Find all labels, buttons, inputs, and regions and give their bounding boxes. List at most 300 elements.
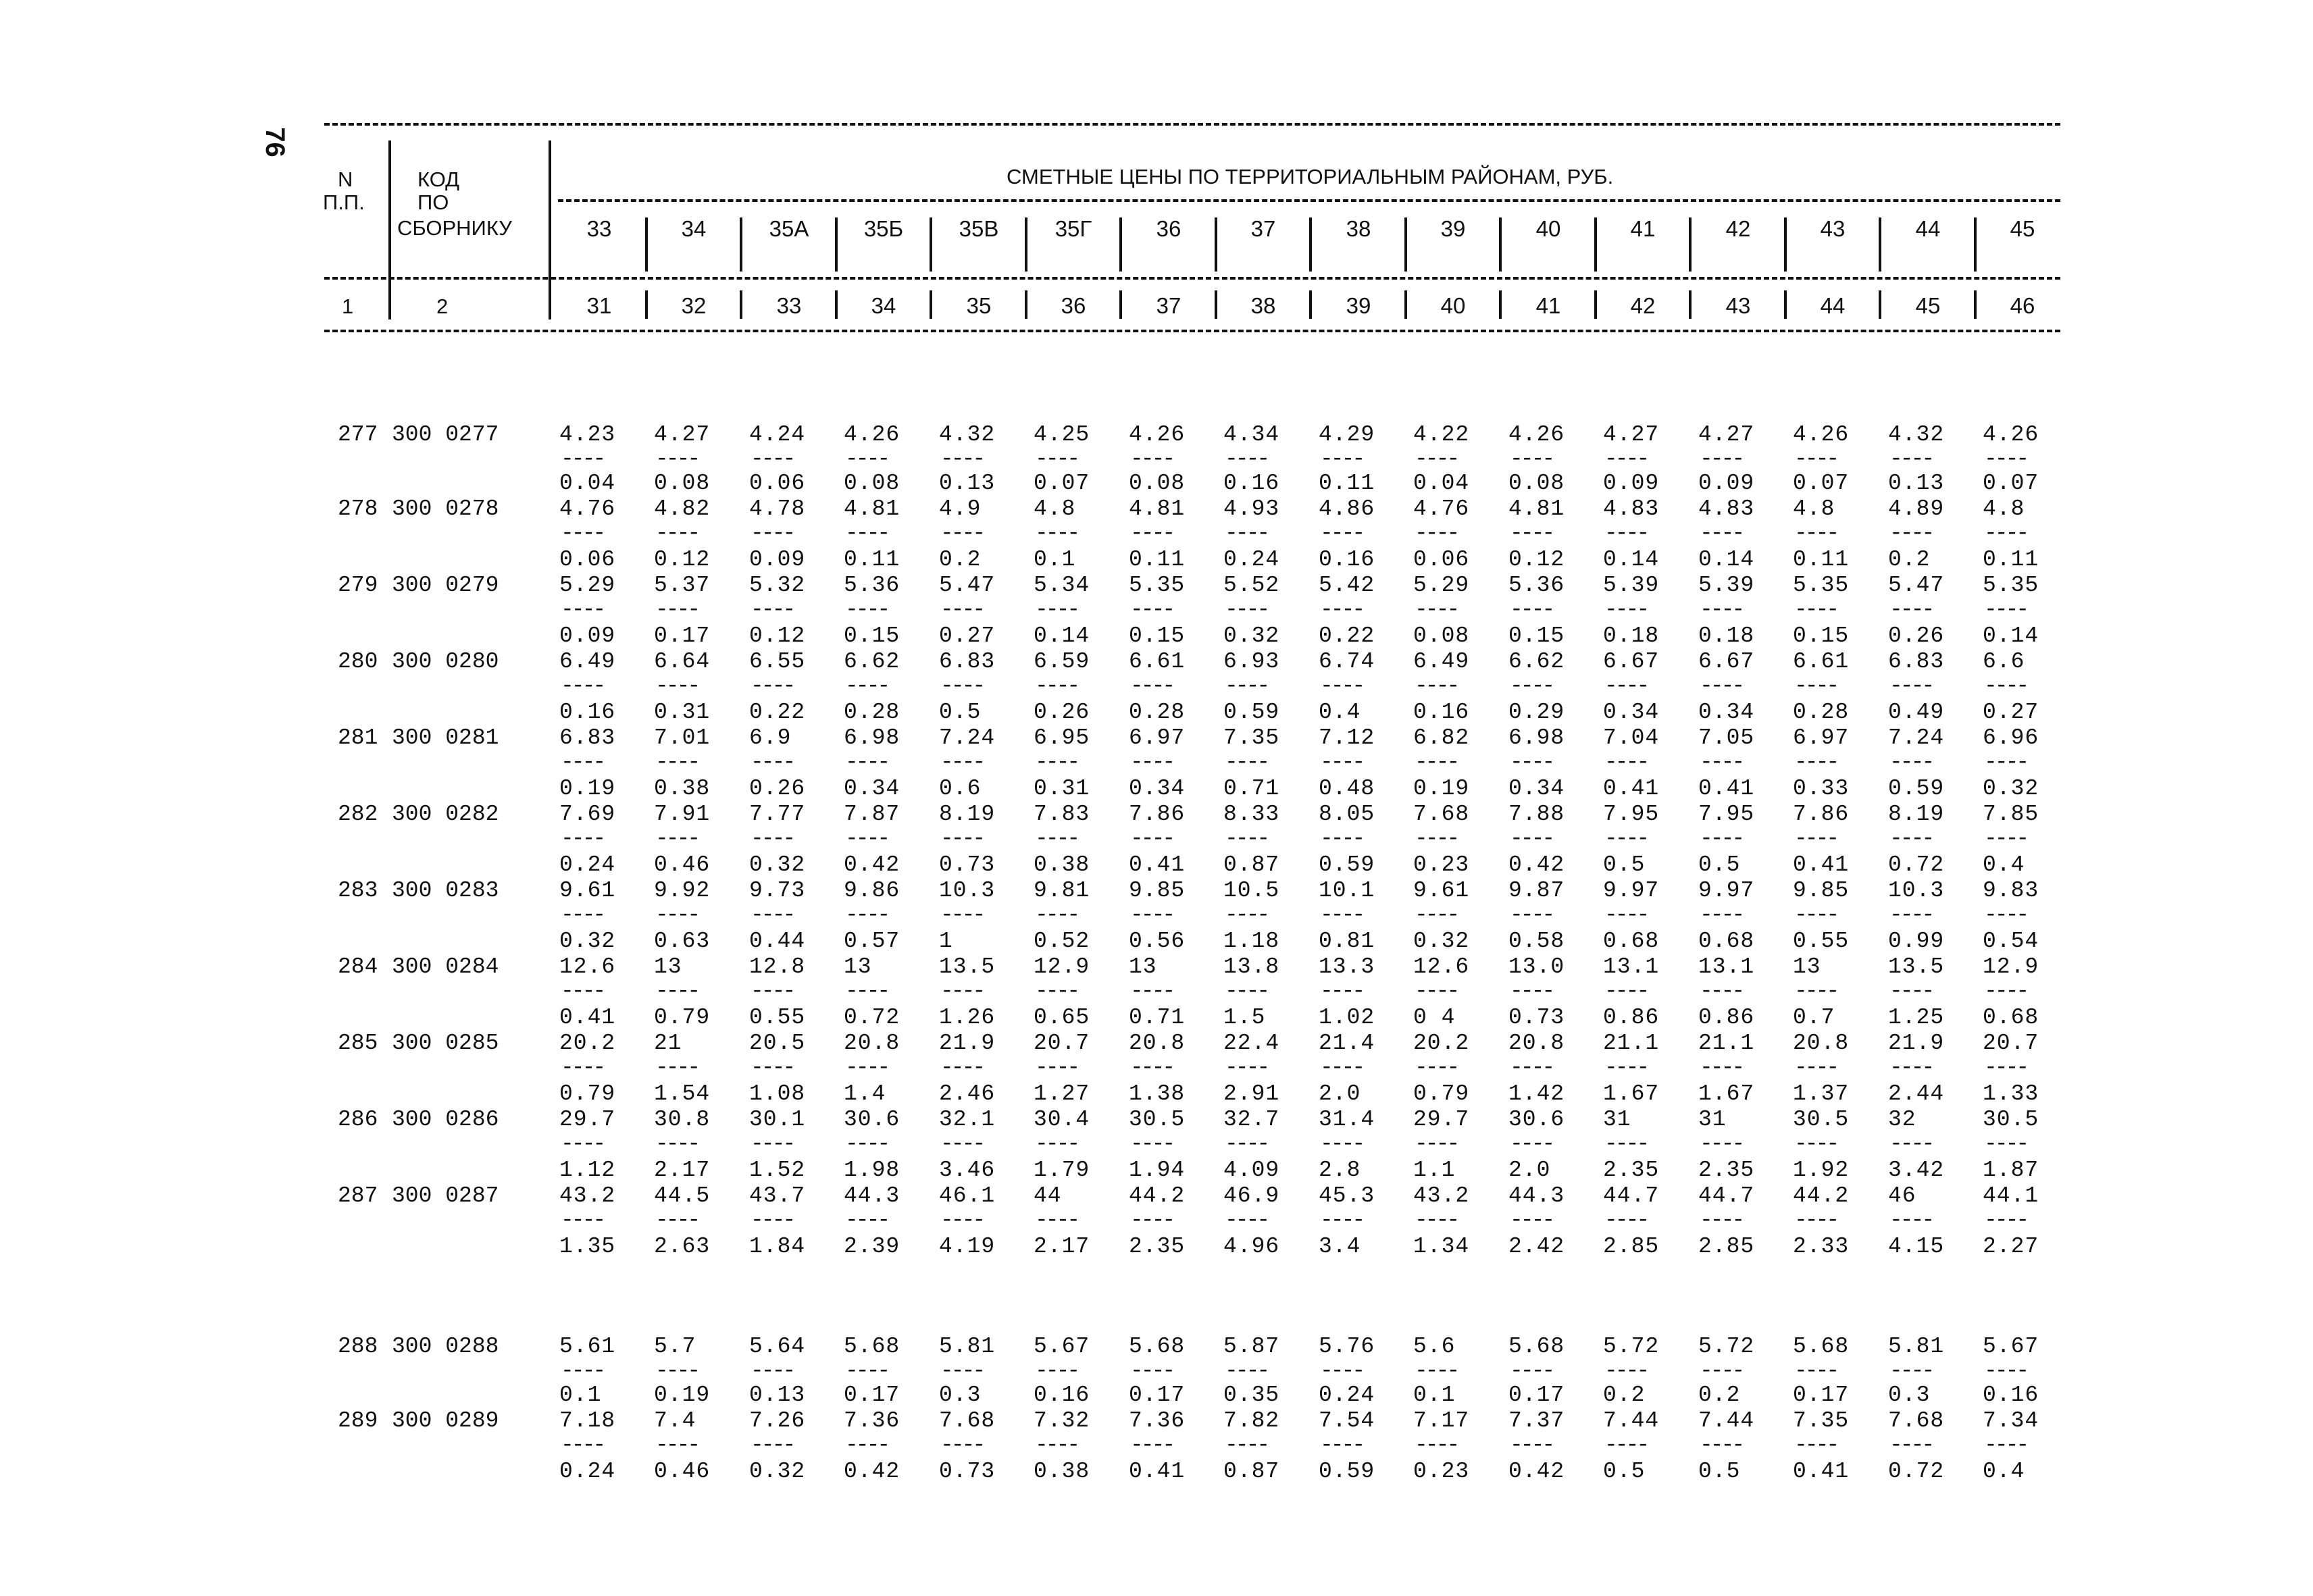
column-divider <box>835 217 838 272</box>
block2-value: 5.87 <box>1223 1334 1280 1359</box>
block1-value: 0.55 <box>1793 929 1850 954</box>
block1-fraction-bar: ---- <box>1415 597 1458 622</box>
block1-value: 0.18 <box>1603 623 1660 648</box>
block1-value: 0.12 <box>654 547 711 572</box>
block1-value: 4.82 <box>654 496 711 521</box>
block1-fraction-bar: ---- <box>1700 1055 1743 1080</box>
block1-row-number: 287 <box>338 1183 378 1208</box>
block1-value: 4.86 <box>1319 496 1375 521</box>
block2-fraction-bar: ---- <box>940 1358 984 1383</box>
block1-value: 5.39 <box>1698 573 1755 598</box>
block1-value: 0.38 <box>654 776 711 801</box>
block2-value: 0.5 <box>1603 1459 1646 1484</box>
block1-value: 46.1 <box>939 1183 996 1208</box>
block1-value: 8.19 <box>939 802 996 827</box>
block1-value: 44.2 <box>1793 1183 1850 1208</box>
block2-value: 5.68 <box>1508 1334 1565 1359</box>
block1-fraction-bar: ---- <box>1510 902 1553 927</box>
block1-value: 0.23 <box>1413 852 1470 877</box>
block1-value: 13.0 <box>1508 954 1565 979</box>
block1-value: 6.49 <box>559 649 616 674</box>
block1-value: 13.8 <box>1223 954 1280 979</box>
block2-fraction-bar: ---- <box>1415 1433 1458 1458</box>
block1-fraction-bar: ---- <box>1604 902 1648 927</box>
block1-value: 13 <box>844 954 872 979</box>
col-number: 2 <box>436 294 449 318</box>
block1-fraction-bar: ---- <box>751 597 794 622</box>
block1-value: 1.37 <box>1793 1081 1850 1106</box>
block1-value: 2.44 <box>1888 1081 1945 1106</box>
block2-value: 7.44 <box>1698 1408 1755 1433</box>
block1-row-number: 283 <box>338 878 378 903</box>
block1-value: 1.87 <box>1983 1158 2039 1183</box>
col-number: 38 <box>1250 293 1276 318</box>
block1-fraction-bar: ---- <box>655 902 698 927</box>
block1-row-code: 300 0279 <box>392 573 499 598</box>
block1-value: 44.5 <box>654 1183 711 1208</box>
column-divider <box>1499 290 1502 319</box>
block2-fraction-bar: ---- <box>1130 1358 1173 1383</box>
block1-value: 5.34 <box>1034 573 1090 598</box>
block1-value: 7.86 <box>1793 802 1850 827</box>
column-divider <box>1119 217 1122 272</box>
block1-fraction-bar: ---- <box>1225 826 1268 851</box>
block1-value: 13.5 <box>939 954 996 979</box>
block1-row-code: 300 0283 <box>392 878 499 903</box>
prices-title: СМЕТНЫЕ ЦЕНЫ ПО ТЕРРИТОРИАЛЬНЫМ РАЙОНАМ, РУБ. <box>1007 165 1614 188</box>
block1-value: 44.2 <box>1129 1183 1186 1208</box>
block1-value: 0.59 <box>1888 776 1945 801</box>
block1-fraction-bar: ---- <box>1035 673 1078 698</box>
block2-value: 7.32 <box>1034 1408 1090 1433</box>
block1-fraction-bar: ---- <box>1984 673 2027 698</box>
block1-value: 7.35 <box>1223 725 1280 750</box>
block1-value: 4.83 <box>1603 496 1660 521</box>
block1-fraction-bar: ---- <box>1225 1131 1268 1156</box>
block1-fraction-bar: ---- <box>1415 1208 1458 1233</box>
block2-fraction-bar: ---- <box>1320 1358 1363 1383</box>
block1-fraction-bar: ---- <box>1320 673 1363 698</box>
block1-value: 5.35 <box>1129 573 1186 598</box>
block1-value: 4.76 <box>559 496 616 521</box>
block1-value: 32 <box>1888 1107 1916 1132</box>
block1-value: 21 <box>654 1031 682 1056</box>
block1-value: 4.27 <box>1698 422 1755 447</box>
block1-value: 0.5 <box>939 700 982 725</box>
block2-value: 0.3 <box>939 1383 982 1408</box>
block1-fraction-bar: ---- <box>1510 673 1553 698</box>
block1-value: 2.0 <box>1508 1158 1551 1183</box>
block1-value: 12.9 <box>1034 954 1090 979</box>
block1-value: 0.09 <box>559 623 616 648</box>
block2-fraction-bar: ---- <box>1604 1433 1648 1458</box>
block1-value: 12.6 <box>559 954 616 979</box>
block1-fraction-bar: ---- <box>940 446 984 471</box>
block1-value: 6.55 <box>749 649 806 674</box>
block1-value: 46.9 <box>1223 1183 1280 1208</box>
block1-fraction-bar: ---- <box>751 902 794 927</box>
block1-fraction-bar: ---- <box>1984 979 2027 1004</box>
block1-value: 6.98 <box>844 725 900 750</box>
block1-value: 0.26 <box>1034 700 1090 725</box>
block1-fraction-bar: ---- <box>1984 446 2027 471</box>
column-divider <box>1309 290 1312 319</box>
region-header: 33 <box>586 216 612 241</box>
block2-value: 5.61 <box>559 1334 616 1359</box>
block1-fraction-bar: ---- <box>655 521 698 546</box>
header-divider <box>388 289 391 319</box>
block2-fraction-bar: ---- <box>1604 1358 1648 1383</box>
column-divider <box>930 290 932 319</box>
block1-value: 21.1 <box>1698 1031 1755 1056</box>
block1-value: 6.82 <box>1413 725 1470 750</box>
block2-value: 5.81 <box>1888 1334 1945 1359</box>
block1-fraction-bar: ---- <box>1604 826 1648 851</box>
block1-value: 7.95 <box>1698 802 1755 827</box>
block1-fraction-bar: ---- <box>655 673 698 698</box>
block1-value: 0.29 <box>1508 700 1565 725</box>
block1-fraction-bar: ---- <box>1130 521 1173 546</box>
block2-value: 5.72 <box>1603 1334 1660 1359</box>
block1-fraction-bar: ---- <box>1035 1055 1078 1080</box>
block2-value: 5.68 <box>844 1334 900 1359</box>
column-divider <box>1025 217 1027 272</box>
block1-value: 1.67 <box>1603 1081 1660 1106</box>
region-header: 42 <box>1725 216 1751 241</box>
block1-value: 5.35 <box>1793 573 1850 598</box>
column-divider <box>1215 217 1217 272</box>
block1-value: 20.8 <box>844 1031 900 1056</box>
block2-row-number: 288 <box>338 1334 378 1359</box>
block1-value: 31 <box>1603 1107 1631 1132</box>
block1-value: 4.15 <box>1888 1234 1945 1259</box>
block2-value: 7.68 <box>1888 1408 1945 1433</box>
block1-fraction-bar: ---- <box>561 597 604 622</box>
block2-fraction-bar: ---- <box>1225 1433 1268 1458</box>
block1-value: 4.32 <box>939 422 996 447</box>
block1-value: 22.4 <box>1223 1031 1280 1056</box>
block1-value: 6.61 <box>1129 649 1186 674</box>
block1-value: 0.59 <box>1319 852 1375 877</box>
block1-fraction-bar: ---- <box>1035 902 1078 927</box>
block1-value: 4.22 <box>1413 422 1470 447</box>
block1-value: 12.9 <box>1983 954 2039 979</box>
block1-fraction-bar: ---- <box>1130 1055 1173 1080</box>
block1-value: 1.26 <box>939 1005 996 1030</box>
block1-fraction-bar: ---- <box>561 521 604 546</box>
block1-fraction-bar: ---- <box>655 979 698 1004</box>
block1-value: 0.33 <box>1793 776 1850 801</box>
block1-fraction-bar: ---- <box>751 1208 794 1233</box>
block1-value: 0.04 <box>1413 471 1470 496</box>
block2-value: 0.2 <box>1698 1383 1741 1408</box>
block1-fraction-bar: ---- <box>751 750 794 775</box>
block1-value: 6.62 <box>1508 649 1565 674</box>
block1-value: 0.06 <box>1413 547 1470 572</box>
block1-value: 13 <box>654 954 682 979</box>
block2-value: 0.4 <box>1983 1459 2025 1484</box>
block1-value: 0.13 <box>1888 471 1945 496</box>
block1-value: 0.49 <box>1888 700 1945 725</box>
block1-value: 0.32 <box>559 929 616 954</box>
block1-value: 31 <box>1698 1107 1727 1132</box>
block1-value: 8.05 <box>1319 802 1375 827</box>
block1-value: 1.79 <box>1034 1158 1090 1183</box>
block1-value: 5.32 <box>749 573 806 598</box>
block1-value: 5.39 <box>1603 573 1660 598</box>
block1-fraction-bar: ---- <box>751 673 794 698</box>
block1-value: 0.68 <box>1698 929 1755 954</box>
block1-value: 7.95 <box>1603 802 1660 827</box>
block1-value: 0.22 <box>749 700 806 725</box>
col-number: 31 <box>586 293 612 318</box>
block1-value: 0.41 <box>1129 852 1186 877</box>
block2-value: 0.17 <box>1793 1383 1850 1408</box>
block1-fraction-bar: ---- <box>1130 902 1173 927</box>
block1-value: 0.48 <box>1319 776 1375 801</box>
block2-fraction-bar: ---- <box>845 1358 888 1383</box>
block2-value: 0.24 <box>559 1459 616 1484</box>
block1-fraction-bar: ---- <box>1035 750 1078 775</box>
block1-value: 13.3 <box>1319 954 1375 979</box>
block1-value: 4.26 <box>1508 422 1565 447</box>
block1-value: 6.95 <box>1034 725 1090 750</box>
block1-value: 12.6 <box>1413 954 1470 979</box>
block1-value: 6.93 <box>1223 649 1280 674</box>
block1-value: 0.86 <box>1603 1005 1660 1030</box>
block1-value: 0.34 <box>844 776 900 801</box>
block2-value: 5.68 <box>1793 1334 1850 1359</box>
block1-fraction-bar: ---- <box>1889 521 1933 546</box>
block1-fraction-bar: ---- <box>845 521 888 546</box>
block2-value: 5.67 <box>1983 1334 2039 1359</box>
block1-value: 0.31 <box>654 700 711 725</box>
block1-fraction-bar: ---- <box>1225 597 1268 622</box>
block1-value: 20.2 <box>1413 1031 1470 1056</box>
block1-fraction-bar: ---- <box>1794 446 1837 471</box>
block1-row-number: 280 <box>338 649 378 674</box>
block1-value: 0.5 <box>1698 852 1741 877</box>
block1-value: 0.06 <box>559 547 616 572</box>
block1-fraction-bar: ---- <box>1510 750 1553 775</box>
block1-value: 4.24 <box>749 422 806 447</box>
block1-value: 45.3 <box>1319 1183 1375 1208</box>
block1-value: 0.27 <box>1983 700 2039 725</box>
block2-value: 0.13 <box>749 1383 806 1408</box>
header-mid-rule <box>558 199 2060 202</box>
block1-fraction-bar: ---- <box>845 673 888 698</box>
block1-fraction-bar: ---- <box>561 1055 604 1080</box>
block2-fraction-bar: ---- <box>1889 1433 1933 1458</box>
block1-value: 4.19 <box>939 1234 996 1259</box>
block1-value: 6.59 <box>1034 649 1090 674</box>
block1-fraction-bar: ---- <box>751 1131 794 1156</box>
block1-row-number: 278 <box>338 496 378 521</box>
block1-value: 0.52 <box>1034 929 1090 954</box>
block1-fraction-bar: ---- <box>845 1055 888 1080</box>
block1-fraction-bar: ---- <box>1510 826 1553 851</box>
block1-fraction-bar: ---- <box>1889 750 1933 775</box>
block1-fraction-bar: ---- <box>1130 673 1173 698</box>
column-divider <box>740 290 742 319</box>
block1-value: 9.61 <box>559 878 616 903</box>
block1-value: 0.07 <box>1983 471 2039 496</box>
block1-value: 3.4 <box>1319 1234 1361 1259</box>
block1-row-code: 300 0277 <box>392 422 499 447</box>
block1-value: 0.11 <box>1129 547 1186 572</box>
block1-value: 1.52 <box>749 1158 806 1183</box>
block1-value: 30.5 <box>1793 1107 1850 1132</box>
block1-value: 0.24 <box>1223 547 1280 572</box>
block1-value: 1.12 <box>559 1158 616 1183</box>
block1-value: 0.14 <box>1603 547 1660 572</box>
region-header: 38 <box>1346 216 1371 241</box>
header-divider <box>549 289 551 319</box>
block1-value: 4.27 <box>1603 422 1660 447</box>
block2-value: 7.68 <box>939 1408 996 1433</box>
block1-value: 5.47 <box>939 573 996 598</box>
block1-value: 3.42 <box>1888 1158 1945 1183</box>
block2-fraction-bar: ---- <box>655 1358 698 1383</box>
block1-value: 0.14 <box>1034 623 1090 648</box>
block1-value: 0.5 <box>1603 852 1646 877</box>
block1-fraction-bar: ---- <box>845 446 888 471</box>
block1-value: 30.8 <box>654 1107 711 1132</box>
block1-row-code: 300 0287 <box>392 1183 499 1208</box>
block1-value: 0.12 <box>1508 547 1565 572</box>
block1-fraction-bar: ---- <box>1700 597 1743 622</box>
block1-value: 20.7 <box>1983 1031 2039 1056</box>
block1-value: 0.46 <box>654 852 711 877</box>
column-divider <box>645 217 648 272</box>
column-divider <box>1404 217 1407 272</box>
block1-value: 1.34 <box>1413 1234 1470 1259</box>
block1-value: 0.73 <box>1508 1005 1565 1030</box>
block1-fraction-bar: ---- <box>1035 597 1078 622</box>
block2-value: 0.42 <box>844 1459 900 1484</box>
block1-fraction-bar: ---- <box>1700 750 1743 775</box>
col-number: 37 <box>1156 293 1181 318</box>
block1-value: 1.18 <box>1223 929 1280 954</box>
block1-value: 2.35 <box>1129 1234 1186 1259</box>
block2-value: 0.59 <box>1319 1459 1375 1484</box>
block1-value: 30.6 <box>844 1107 900 1132</box>
block1-value: 1.25 <box>1888 1005 1945 1030</box>
block1-value: 4.34 <box>1223 422 1280 447</box>
block1-value: 1.54 <box>654 1081 711 1106</box>
block1-fraction-bar: ---- <box>1130 1131 1173 1156</box>
column-divider <box>1974 217 1977 272</box>
block1-value: 43.2 <box>1413 1183 1470 1208</box>
block1-value: 2.42 <box>1508 1234 1565 1259</box>
block1-value: 0.11 <box>1983 547 2039 572</box>
col-number: 35 <box>966 293 992 318</box>
block1-fraction-bar: ---- <box>1510 521 1553 546</box>
block1-fraction-bar: ---- <box>1225 446 1268 471</box>
block1-fraction-bar: ---- <box>1225 1055 1268 1080</box>
block1-value: 2.17 <box>654 1158 711 1183</box>
column-divider <box>1974 290 1977 319</box>
block1-value: 1.27 <box>1034 1081 1090 1106</box>
block1-value: 0.32 <box>1983 776 2039 801</box>
block1-value: 13.5 <box>1888 954 1945 979</box>
block1-fraction-bar: ---- <box>940 673 984 698</box>
block1-fraction-bar: ---- <box>845 979 888 1004</box>
block1-value: 1.84 <box>749 1234 806 1259</box>
column-divider <box>1215 290 1217 319</box>
column-divider <box>740 217 742 272</box>
block1-value: 0.09 <box>1603 471 1660 496</box>
block1-fraction-bar: ---- <box>1794 1131 1837 1156</box>
block2-value: 0.41 <box>1793 1459 1850 1484</box>
block2-fraction-bar: ---- <box>1035 1433 1078 1458</box>
block1-fraction-bar: ---- <box>1130 979 1173 1004</box>
block1-fraction-bar: ---- <box>1794 1055 1837 1080</box>
block1-fraction-bar: ---- <box>1415 826 1458 851</box>
block1-fraction-bar: ---- <box>751 1055 794 1080</box>
block2-value: 5.64 <box>749 1334 806 1359</box>
block2-value: 0.87 <box>1223 1459 1280 1484</box>
block1-row-code: 300 0278 <box>392 496 499 521</box>
block2-fraction-bar: ---- <box>1889 1358 1933 1383</box>
block1-value: 0.08 <box>1129 471 1186 496</box>
block1-value: 0.28 <box>1129 700 1186 725</box>
col-number: 34 <box>871 293 896 318</box>
block1-value: 7.24 <box>1888 725 1945 750</box>
block2-value: 0.73 <box>939 1459 996 1484</box>
col-number: 36 <box>1061 293 1086 318</box>
block1-value: 0.14 <box>1698 547 1755 572</box>
block1-value: 4.26 <box>1983 422 2039 447</box>
header-numbers-rule <box>324 277 2060 280</box>
block2-value: 0.1 <box>559 1383 602 1408</box>
block1-fraction-bar: ---- <box>655 750 698 775</box>
block1-value: 0.07 <box>1793 471 1850 496</box>
region-header: 35В <box>959 216 999 241</box>
block1-value: 0.14 <box>1983 623 2039 648</box>
block2-value: 5.67 <box>1034 1334 1090 1359</box>
block1-value: 1.35 <box>559 1234 616 1259</box>
block1-fraction-bar: ---- <box>1889 1208 1933 1233</box>
block1-row-code: 300 0281 <box>392 725 499 750</box>
col-number: 41 <box>1535 293 1561 318</box>
block1-value: 46 <box>1888 1183 1916 1208</box>
block1-value: 0.15 <box>1129 623 1186 648</box>
block1-value: 30.1 <box>749 1107 806 1132</box>
block1-value: 1.92 <box>1793 1158 1850 1183</box>
block1-value: 7.68 <box>1413 802 1470 827</box>
block2-value: 0.24 <box>1319 1383 1375 1408</box>
block1-row-number: 285 <box>338 1031 378 1056</box>
region-header: 35Б <box>863 216 904 241</box>
block1-value: 4.83 <box>1698 496 1755 521</box>
block1-value: 9.86 <box>844 878 900 903</box>
block1-value: 10.3 <box>1888 878 1945 903</box>
block1-fraction-bar: ---- <box>1415 446 1458 471</box>
block1-value: 0.72 <box>844 1005 900 1030</box>
code-label-po: ПО <box>417 190 449 214</box>
block1-fraction-bar: ---- <box>1889 446 1933 471</box>
block1-value: 0.59 <box>1223 700 1280 725</box>
block1-value: 6.62 <box>844 649 900 674</box>
block1-value: 0.16 <box>1223 471 1280 496</box>
block1-value: 0.11 <box>844 547 900 572</box>
block1-value: 8.33 <box>1223 802 1280 827</box>
block2-value: 0.35 <box>1223 1383 1280 1408</box>
block1-value: 4.96 <box>1223 1234 1280 1259</box>
block1-fraction-bar: ---- <box>1130 1208 1173 1233</box>
block1-value: 6.96 <box>1983 725 2039 750</box>
